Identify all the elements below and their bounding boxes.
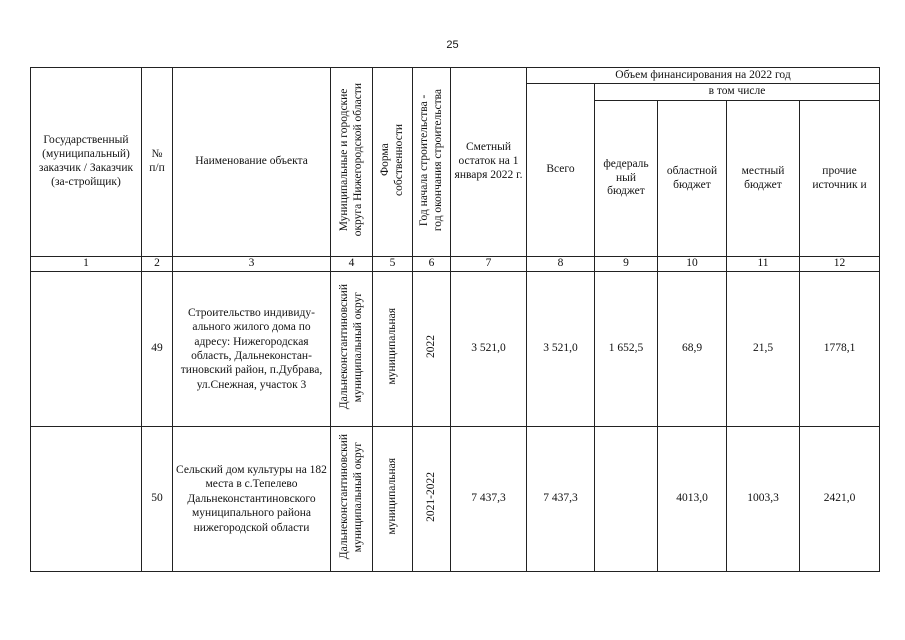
column-number: 12 <box>800 257 880 272</box>
header-ownership-text: Форма собственности <box>378 123 405 196</box>
column-number-row <box>31 257 880 272</box>
row-district <box>331 427 373 572</box>
row-ownership-text: муниципальная <box>385 308 398 385</box>
column-number: 4 <box>331 257 373 272</box>
row-years <box>413 272 451 427</box>
row-customer <box>31 272 142 427</box>
row-total: 3 521,0 <box>527 272 595 427</box>
header-total: Всего <box>527 84 595 257</box>
column-number: 3 <box>173 257 331 272</box>
row-object-name: Строительство индивиду-ального жилого дома по адресу: Нижегородская область, Дальнеконстан-тиновский район, п.Дубрава, ул.Снежная, участок 3 <box>173 272 331 427</box>
column-number: 2 <box>142 257 173 272</box>
row-number: 49 <box>142 272 173 427</box>
row-regional: 68,9 <box>658 272 727 427</box>
row-district-text: Дальнеконстантиновский муниципальный округ <box>337 434 364 560</box>
header-funding-group: Объем финансирования на 2022 год <box>527 68 880 84</box>
row-object-name: Сельский дом культуры на 182 места в с.Тепелево Дальнеконстантиновского муниципального района нижегородской области <box>173 427 331 572</box>
header-federal: федераль ный бюджет <box>595 101 658 257</box>
table-row <box>31 272 880 427</box>
row-total: 7 437,3 <box>527 427 595 572</box>
row-district-text: Дальнеконстантиновский муниципальный округ <box>337 284 364 410</box>
row-other: 1778,1 <box>800 272 880 427</box>
row-local: 1003,3 <box>727 427 800 572</box>
row-ownership <box>373 427 413 572</box>
column-number: 11 <box>727 257 800 272</box>
row-district <box>331 272 373 427</box>
row-number: 50 <box>142 427 173 572</box>
header-district <box>331 68 373 257</box>
row-other: 2421,0 <box>800 427 880 572</box>
row-ownership <box>373 272 413 427</box>
row-federal <box>595 427 658 572</box>
header-object-name: Наименование объекта <box>173 68 331 257</box>
column-number: 6 <box>413 257 451 272</box>
column-number: 10 <box>658 257 727 272</box>
header-customer: Государственный (муниципальный) заказчик / Заказчик (за-стройщик) <box>31 68 142 257</box>
header-number: № п/п <box>142 68 173 257</box>
header-other: прочие источник и <box>800 101 880 257</box>
row-ownership-text: муниципальная <box>385 458 398 535</box>
header-district-text: Муниципальные и городские округа Нижегородской области <box>337 82 364 237</box>
header-regional: областной бюджет <box>658 101 727 257</box>
column-number: 7 <box>451 257 527 272</box>
row-customer <box>31 427 142 572</box>
header-including: в том числе <box>595 84 880 101</box>
row-estimated-balance: 7 437,3 <box>451 427 527 572</box>
column-number: 9 <box>595 257 658 272</box>
column-number: 8 <box>527 257 595 272</box>
row-local: 21,5 <box>727 272 800 427</box>
financing-table <box>30 67 880 572</box>
column-number: 5 <box>373 257 413 272</box>
row-years <box>413 427 451 572</box>
header-ownership <box>373 68 413 257</box>
column-number: 1 <box>31 257 142 272</box>
header-years-text: Год начала строительства - год окончания строительства <box>417 88 444 231</box>
table-row <box>31 427 880 572</box>
header-years <box>413 68 451 257</box>
row-years-text: 2021-2022 <box>424 471 437 522</box>
header-estimated-balance: Сметный остаток на 1 января 2022 г. <box>451 68 527 257</box>
row-federal: 1 652,5 <box>595 272 658 427</box>
header-local: местный бюджет <box>727 101 800 257</box>
row-years-text: 2022 <box>424 335 437 359</box>
row-estimated-balance: 3 521,0 <box>451 272 527 427</box>
page-number: 25 <box>446 39 459 51</box>
row-regional: 4013,0 <box>658 427 727 572</box>
